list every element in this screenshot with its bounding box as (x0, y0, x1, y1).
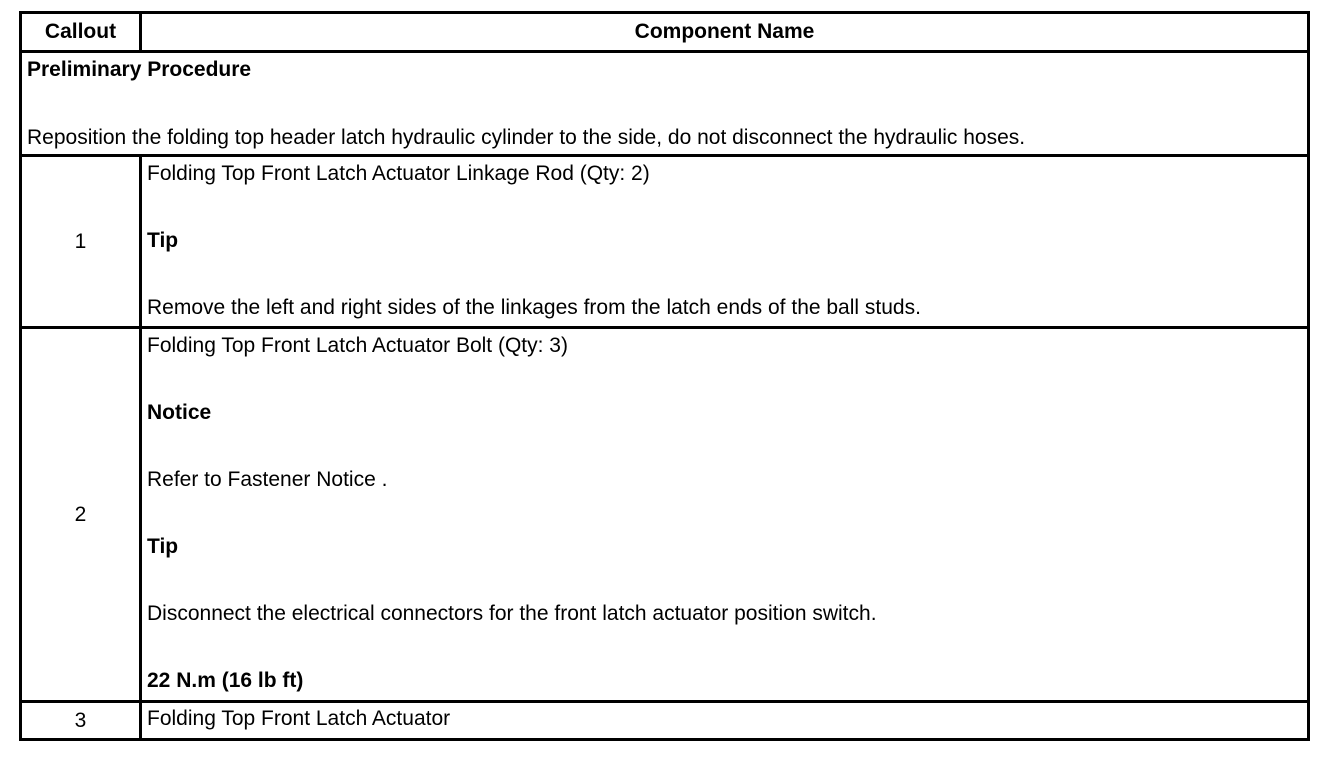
notice-label: Notice (147, 401, 212, 424)
preliminary-procedure-row (21, 52, 1309, 156)
component-name: Folding Top Front Latch Actuator (147, 707, 451, 730)
tip-label: Tip (147, 535, 179, 558)
component-name-header: Component Name (141, 13, 1309, 52)
notice-text: Refer to Fastener Notice . (147, 468, 388, 491)
component-table (19, 11, 1310, 741)
component-cell (141, 328, 1309, 702)
component-cell (141, 156, 1309, 328)
callout-number: 1 (21, 156, 141, 328)
preliminary-procedure-title: Preliminary Procedure (27, 58, 252, 81)
callout-number: 2 (21, 328, 141, 702)
torque-spec: 22 N.m (16 lb ft) (147, 669, 304, 692)
table-row (21, 156, 1309, 328)
callout-number: 3 (21, 702, 141, 740)
component-name: Folding Top Front Latch Actuator Bolt (Qty: 3) (147, 334, 568, 357)
component-name: Folding Top Front Latch Actuator Linkage Rod (Qty: 2) (147, 162, 650, 185)
tip-text: Disconnect the electrical connectors for the front latch actuator position switch. (147, 602, 877, 625)
tip-text: Remove the left and right sides of the linkages from the latch ends of the ball studs. (147, 296, 921, 319)
component-cell (141, 702, 1309, 740)
tip-label: Tip (147, 229, 179, 252)
table-row (21, 702, 1309, 740)
callout-header: Callout (21, 13, 141, 52)
table-row (21, 328, 1309, 702)
table-header-row (21, 13, 1309, 52)
preliminary-procedure-text: Reposition the folding top header latch hydraulic cylinder to the side, do not disconnect the hydraulic hoses. (27, 126, 1026, 149)
preliminary-procedure-cell (21, 52, 1309, 156)
